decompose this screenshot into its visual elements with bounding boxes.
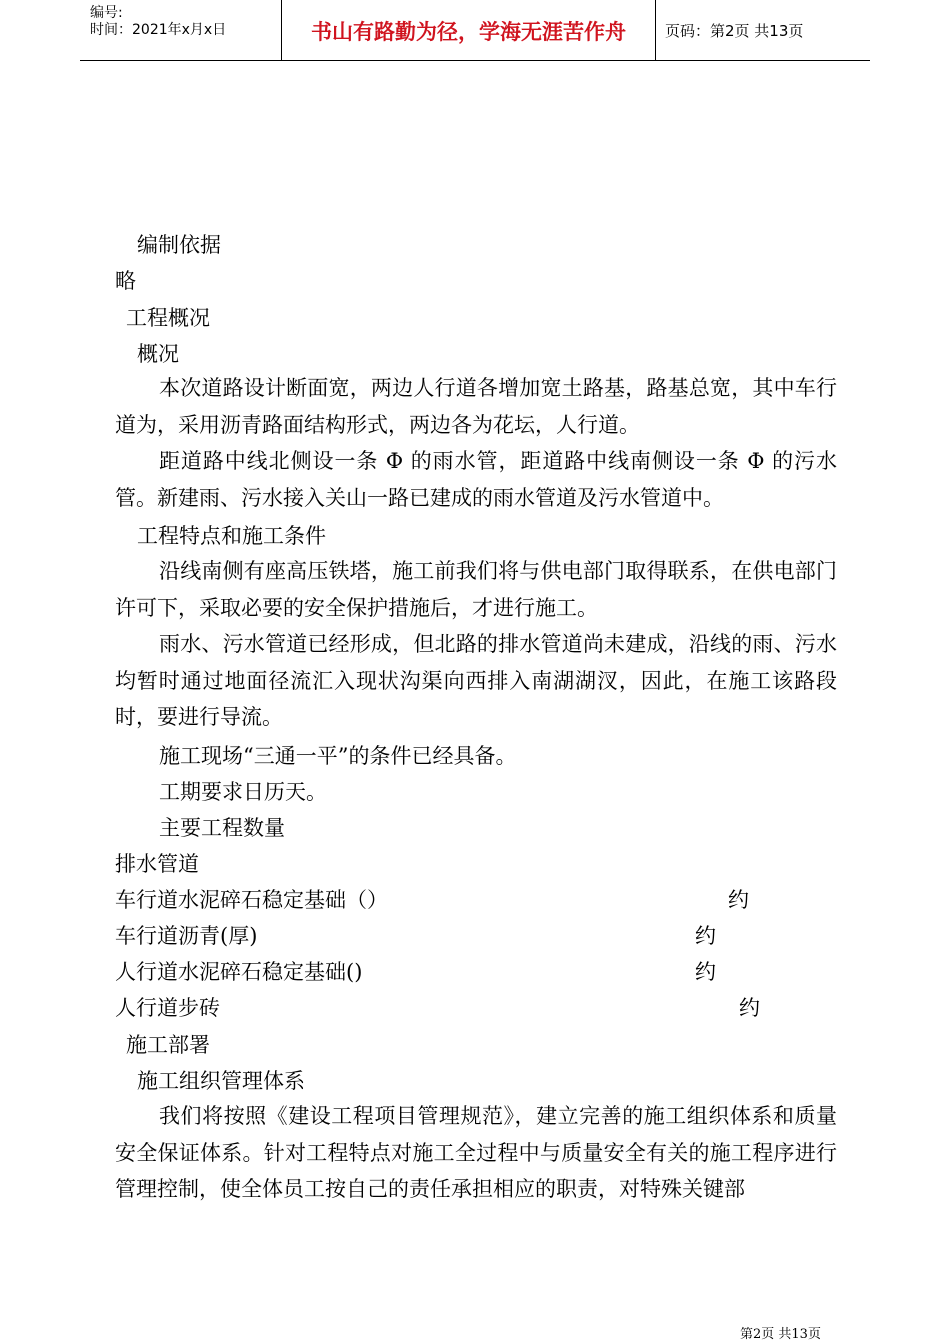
drainage-label: 排水管道 [115, 852, 199, 876]
heading-organization: 施工组织管理体系 [137, 1069, 305, 1093]
paragraph-pipes: 距道路中线北侧设一条 Φ 的雨水管，距道路中线南侧设一条 Φ 的污水管。新建雨、污水接入关山一路已建成的雨水管道及污水管道中。 [115, 449, 837, 510]
document-time-label: 时间：2021年x月x日 [90, 22, 227, 38]
heading-overview: 工程概况 [126, 306, 210, 330]
paragraph-tower: 沿线南侧有座高压铁塔，施工前我们将与供电部门取得联系，在供电部门许可下，采取必要的安全保护措施后，才进行施工。 [115, 559, 837, 620]
document-number-label: 编号: [90, 5, 123, 21]
heading-features: 工程特点和施工条件 [137, 524, 326, 548]
quantity-item-approx: 约 [739, 996, 760, 1020]
paragraph-site-ready: 施工现场“三通一平”的条件已经具备。 [159, 744, 517, 768]
basis-text: 略 [115, 269, 136, 293]
paragraph-drainage: 雨水、污水管道已经形成，但北路的排水管道尚未建成，沿线的雨、污水均暂时通过地面径流汇入现状沟渠向西排入南湖湖汊，因此，在施工该路段时，要进行导流。 [115, 632, 837, 729]
heading-deployment: 施工部署 [126, 1033, 210, 1057]
quantity-item-approx: 约 [695, 960, 716, 984]
heading-summary: 概况 [137, 342, 179, 366]
header-right-cell [655, 0, 870, 60]
header-page-number: 页码：第2页 共13页 [665, 22, 804, 40]
header-motto-cell [281, 0, 656, 60]
paragraph-schedule: 工期要求日历天。 [159, 780, 327, 804]
heading-basis: 编制依据 [137, 233, 221, 257]
quantity-item-label: 车行道沥青(厚) [115, 924, 258, 948]
page-footer-number: 第2页 共13页 [740, 1327, 821, 1342]
page-header [80, 0, 870, 61]
paragraph-road-section: 本次道路设计断面宽，两边人行道各增加宽土路基，路基总宽，其中车行道为，采用沥青路面结构形式，两边各为花坛，人行道。 [115, 376, 837, 437]
header-left-cell [80, 0, 280, 60]
quantity-item-label: 人行道水泥碎石稳定基础() [115, 960, 363, 984]
heading-quantity: 主要工程数量 [159, 816, 285, 840]
quantity-item-approx: 约 [728, 888, 749, 912]
paragraph-management: 我们将按照《建设工程项目管理规范》，建立完善的施工组织体系和质量安全保证体系。针对工程特点对施工全过程中与质量安全有关的施工程序进行管理控制，使全体员工按自己的责任承担相应的职责，对特殊关键部 [115, 1104, 837, 1201]
quantity-item-label: 人行道步砖 [115, 996, 220, 1020]
quantity-item-label: 车行道水泥碎石稳定基础（） [115, 888, 388, 912]
quantity-item-approx: 约 [695, 924, 716, 948]
header-motto: 书山有路勤为径，学海无涯苦作舟 [311, 20, 626, 44]
